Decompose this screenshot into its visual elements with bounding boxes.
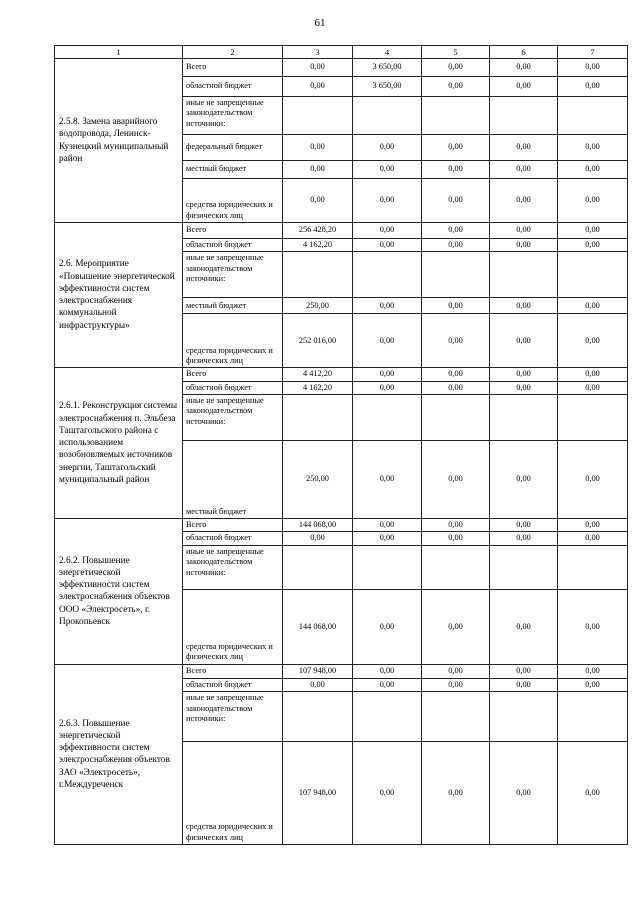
amount-cell [283,252,353,298]
funding-source-label: иные не запрещенные законодательством источники: [183,395,283,441]
funding-source-label: Всего [183,59,283,77]
amount-cell: 0,00 [353,179,422,223]
amount-cell [422,97,490,135]
amount-cell [353,97,422,135]
amount-cell [490,395,558,441]
column-numbers-row [55,46,628,59]
funding-source-label: Всего [183,223,283,239]
amount-cell: 0,00 [558,381,628,394]
column-header: 4 [353,46,422,59]
amount-cell [490,97,558,135]
funding-source-label: местный бюджет [183,298,283,314]
amount-cell: 3 650,00 [353,59,422,77]
amount-cell [558,395,628,441]
funding-source-label: федеральный бюджет [183,135,283,161]
funding-source-label: средства юридических и физических лиц [183,179,283,223]
amount-cell: 0,00 [283,77,353,97]
amount-cell: 0,00 [422,239,490,252]
amount-cell [353,395,422,441]
amount-cell: 0,00 [353,441,422,519]
funding-source-label: иные не запрещенные законодательством источники: [183,692,283,742]
amount-cell [353,545,422,589]
amount-cell: 0,00 [490,239,558,252]
funding-source-label: иные не запрещенные законодательством источники: [183,252,283,298]
amount-cell: 250,00 [283,441,353,519]
amount-cell: 0,00 [558,589,628,664]
amount-cell: 0,00 [422,135,490,161]
amount-cell [558,545,628,589]
amount-cell: 0,00 [490,77,558,97]
amount-cell: 0,00 [558,441,628,519]
column-header: 2 [183,46,283,59]
funding-source-label: иные не запрещенные законодательством источники: [183,97,283,135]
amount-cell: 0,00 [558,135,628,161]
amount-cell: 0,00 [422,532,490,545]
funding-source-label: иные не запрещенные законодательством источники: [183,545,283,589]
amount-cell: 250,00 [283,298,353,314]
amount-cell: 0,00 [422,223,490,239]
amount-cell [283,692,353,742]
amount-cell [422,395,490,441]
amount-cell: 0,00 [490,135,558,161]
amount-cell: 0,00 [490,678,558,691]
amount-cell: 0,00 [558,239,628,252]
amount-cell: 0,00 [353,742,422,845]
amount-cell [422,545,490,589]
amount-cell: 0,00 [490,368,558,381]
amount-cell: 0,00 [283,532,353,545]
column-header: 3 [283,46,353,59]
table-row [55,519,628,532]
amount-cell [422,252,490,298]
amount-cell: 0,00 [422,589,490,664]
amount-cell: 0,00 [490,161,558,179]
funding-source-label: областной бюджет [183,239,283,252]
amount-cell: 0,00 [490,519,558,532]
amount-cell: 0,00 [490,381,558,394]
column-header: 7 [558,46,628,59]
funding-source-label: областной бюджет [183,381,283,394]
amount-cell: 0,00 [558,532,628,545]
amount-cell [283,545,353,589]
table-row [55,223,628,239]
amount-cell: 0,00 [283,179,353,223]
amount-cell: 0,00 [283,161,353,179]
amount-cell: 0,00 [422,664,490,678]
amount-cell: 0,00 [422,742,490,845]
amount-cell: 0,00 [558,59,628,77]
measure-name: 2.5.8. Замена аварийного водопровода, Ленинск-Кузнецкий муниципальный район [55,59,183,223]
funding-source-label: Всего [183,368,283,381]
amount-cell: 0,00 [490,314,558,368]
amount-cell: 107 948,00 [283,742,353,845]
amount-cell [558,252,628,298]
amount-cell [490,692,558,742]
amount-cell: 0,00 [353,161,422,179]
amount-cell: 0,00 [490,223,558,239]
amount-cell: 144 068,00 [283,589,353,664]
amount-cell: 0,00 [353,298,422,314]
amount-cell: 252 016,00 [283,314,353,368]
amount-cell: 0,00 [353,519,422,532]
measure-name: 2.6. Мероприятие «Повышение энергетической эффективности систем электроснабжения коммунальной инфраструктуры» [55,223,183,368]
amount-cell: 0,00 [558,368,628,381]
funding-source-label: областной бюджет [183,77,283,97]
amount-cell [353,692,422,742]
amount-cell [558,692,628,742]
amount-cell: 0,00 [353,532,422,545]
amount-cell: 0,00 [283,678,353,691]
amount-cell: 0,00 [353,368,422,381]
amount-cell [283,395,353,441]
amount-cell: 4 162,20 [283,381,353,394]
amount-cell: 0,00 [422,678,490,691]
amount-cell: 0,00 [558,314,628,368]
funding-source-label: Всего [183,664,283,678]
amount-cell: 0,00 [422,298,490,314]
amount-cell [283,97,353,135]
amount-cell: 0,00 [422,441,490,519]
funding-source-label: областной бюджет [183,678,283,691]
amount-cell [490,252,558,298]
amount-cell: 0,00 [353,589,422,664]
amount-cell: 0,00 [422,179,490,223]
budget-table [54,45,628,845]
amount-cell: 0,00 [353,223,422,239]
amount-cell: 0,00 [490,532,558,545]
column-header: 1 [55,46,183,59]
amount-cell: 0,00 [558,519,628,532]
amount-cell: 107 948,00 [283,664,353,678]
amount-cell: 0,00 [283,135,353,161]
table-row [55,59,628,77]
amount-cell: 0,00 [558,179,628,223]
amount-cell: 0,00 [422,519,490,532]
amount-cell: 4 412,20 [283,368,353,381]
amount-cell: 0,00 [353,664,422,678]
amount-cell: 0,00 [558,223,628,239]
amount-cell: 0,00 [283,59,353,77]
amount-cell: 256 428,20 [283,223,353,239]
amount-cell: 0,00 [490,59,558,77]
amount-cell: 0,00 [558,77,628,97]
amount-cell: 0,00 [490,298,558,314]
amount-cell: 0,00 [422,381,490,394]
amount-cell: 0,00 [353,135,422,161]
amount-cell: 0,00 [353,678,422,691]
amount-cell [490,545,558,589]
amount-cell: 0,00 [490,179,558,223]
amount-cell: 0,00 [490,589,558,664]
amount-cell: 0,00 [422,161,490,179]
amount-cell: 0,00 [490,664,558,678]
measure-name: 2.6.1. Реконструкция системы электроснабжения п. Эльбеза Таштагольского района с использованием возобновляемых источников энергии, Таштагольский муниципальный район [55,368,183,519]
amount-cell: 0,00 [353,314,422,368]
funding-source-label: средства юридических и физических лиц [183,314,283,368]
amount-cell: 0,00 [422,77,490,97]
amount-cell: 0,00 [422,368,490,381]
amount-cell: 0,00 [353,381,422,394]
amount-cell: 0,00 [558,161,628,179]
amount-cell: 0,00 [490,742,558,845]
amount-cell: 0,00 [558,742,628,845]
amount-cell: 0,00 [558,664,628,678]
amount-cell: 0,00 [422,314,490,368]
amount-cell: 0,00 [422,59,490,77]
funding-source-label: областной бюджет [183,532,283,545]
funding-source-label: Всего [183,519,283,532]
amount-cell: 0,00 [490,441,558,519]
funding-source-label: местный бюджет [183,441,283,519]
page-number: 61 [314,17,326,29]
funding-source-label: местный бюджет [183,161,283,179]
amount-cell: 0,00 [558,298,628,314]
column-header: 6 [490,46,558,59]
measure-name: 2.6.2. Повышение энергетической эффективности систем электроснабжения объектов ООО «Электросеть», г. Прокопьевск [55,519,183,665]
amount-cell: 0,00 [353,239,422,252]
amount-cell: 0,00 [558,678,628,691]
amount-cell: 144 068,00 [283,519,353,532]
funding-source-label: средства юридических и физических лиц [183,742,283,845]
amount-cell: 4 162,20 [283,239,353,252]
funding-source-label: средства юридических и физических лиц [183,589,283,664]
table-row [55,368,628,381]
table-body [55,46,628,845]
amount-cell [422,692,490,742]
amount-cell: 3 650,00 [353,77,422,97]
column-header: 5 [422,46,490,59]
amount-cell [353,252,422,298]
measure-name: 2.6.3. Повышение энергетической эффективности систем электроснабжения объектов ЗАО «Электросеть», г.Междуреченск [55,664,183,844]
table-row [55,664,628,678]
amount-cell [558,97,628,135]
